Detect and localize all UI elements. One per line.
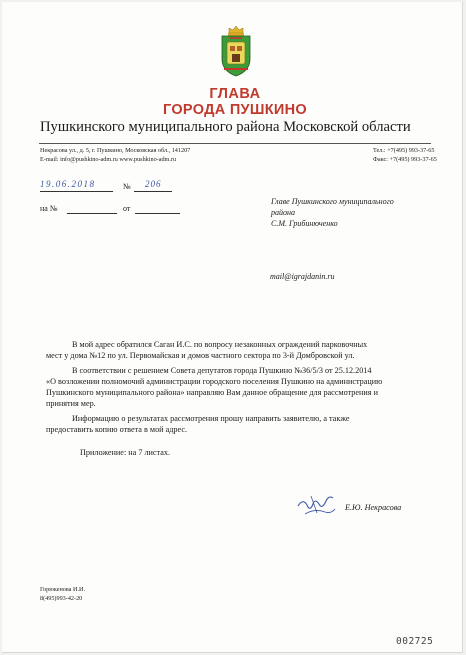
paragraph-2-line-4: принятия мер.: [46, 399, 96, 408]
paragraph-2-line-1: В соответствии с решением Совета депутатов города Пушкино №36/5/3 от 25.12.2014: [72, 366, 372, 375]
paragraph-2-line-3: Пушкинского муниципального района» направляю Вам данное обращение для рассмотрения и: [46, 388, 378, 397]
paragraph-2-line-2: «О возложении полномочий администрации городского поселения Пушкино на администрацию: [46, 377, 383, 386]
recipient-line2: района: [271, 208, 295, 217]
recipient-email: mail@igrajdanin.ru: [270, 272, 335, 281]
paragraph-3-line-1: Информацию о результатах рассмотрения прошу направить заявителю, а также: [72, 414, 350, 423]
handwritten-signature: [295, 492, 337, 518]
signatory-name: Е.Ю. Некрасова: [345, 503, 402, 512]
attachment-note: Приложение: на 7 листах.: [80, 448, 171, 457]
executor-phone: 8(495)993-42-20: [40, 595, 83, 602]
in-reply-underline: [67, 213, 117, 214]
from-label: от: [123, 204, 131, 213]
letter-page: [2, 2, 463, 653]
handwritten-date: 19.06.2018: [40, 179, 96, 189]
from-underline: [135, 213, 180, 214]
recipient-name: С.М. Грибинюченко: [271, 219, 338, 228]
paragraph-1-line-1: В мой адрес обратился Саган И.С. по вопросу незаконных ограждений парковочных: [72, 340, 368, 349]
document-serial-number: 002725: [396, 636, 434, 647]
paragraph-3-line-2: предоставить копию ответа в мой адрес.: [46, 425, 188, 434]
in-reply-label: на №: [40, 204, 58, 213]
recipient-line1: Главе Пушкинского муниципального: [271, 197, 394, 206]
paragraph-1-line-2: мест у дома №12 по ул. Первомайская и домов частного сектора по 3-й Домбровской ул.: [46, 351, 355, 360]
letterhead-city: ГОРОДА ПУШКИНО: [163, 102, 307, 118]
coat-of-arms-emblem: [218, 25, 254, 77]
number-label: №: [123, 182, 131, 191]
handwritten-number: 206: [145, 179, 162, 189]
header-divider: [39, 143, 431, 144]
email-line: E-mail: info@pushkino-adm.ru www.pushkino-adm.ru: [40, 156, 177, 163]
executor-name: Горюкенова И.И.: [40, 586, 86, 593]
fax-line: Факс: +7(495) 993-37-65: [373, 156, 437, 163]
date-underline: [40, 191, 113, 192]
number-underline: [134, 191, 172, 192]
letterhead-title: ГЛАВА: [209, 86, 261, 102]
letterhead-subtitle: Пушкинского муниципального района Московской области: [40, 119, 411, 135]
phone-line: Тел.: +7(495) 993-37-65: [373, 147, 435, 154]
address-line: Некрасова ул., д. 5, г. Пушкино, Московская обл., 141207: [40, 147, 191, 154]
